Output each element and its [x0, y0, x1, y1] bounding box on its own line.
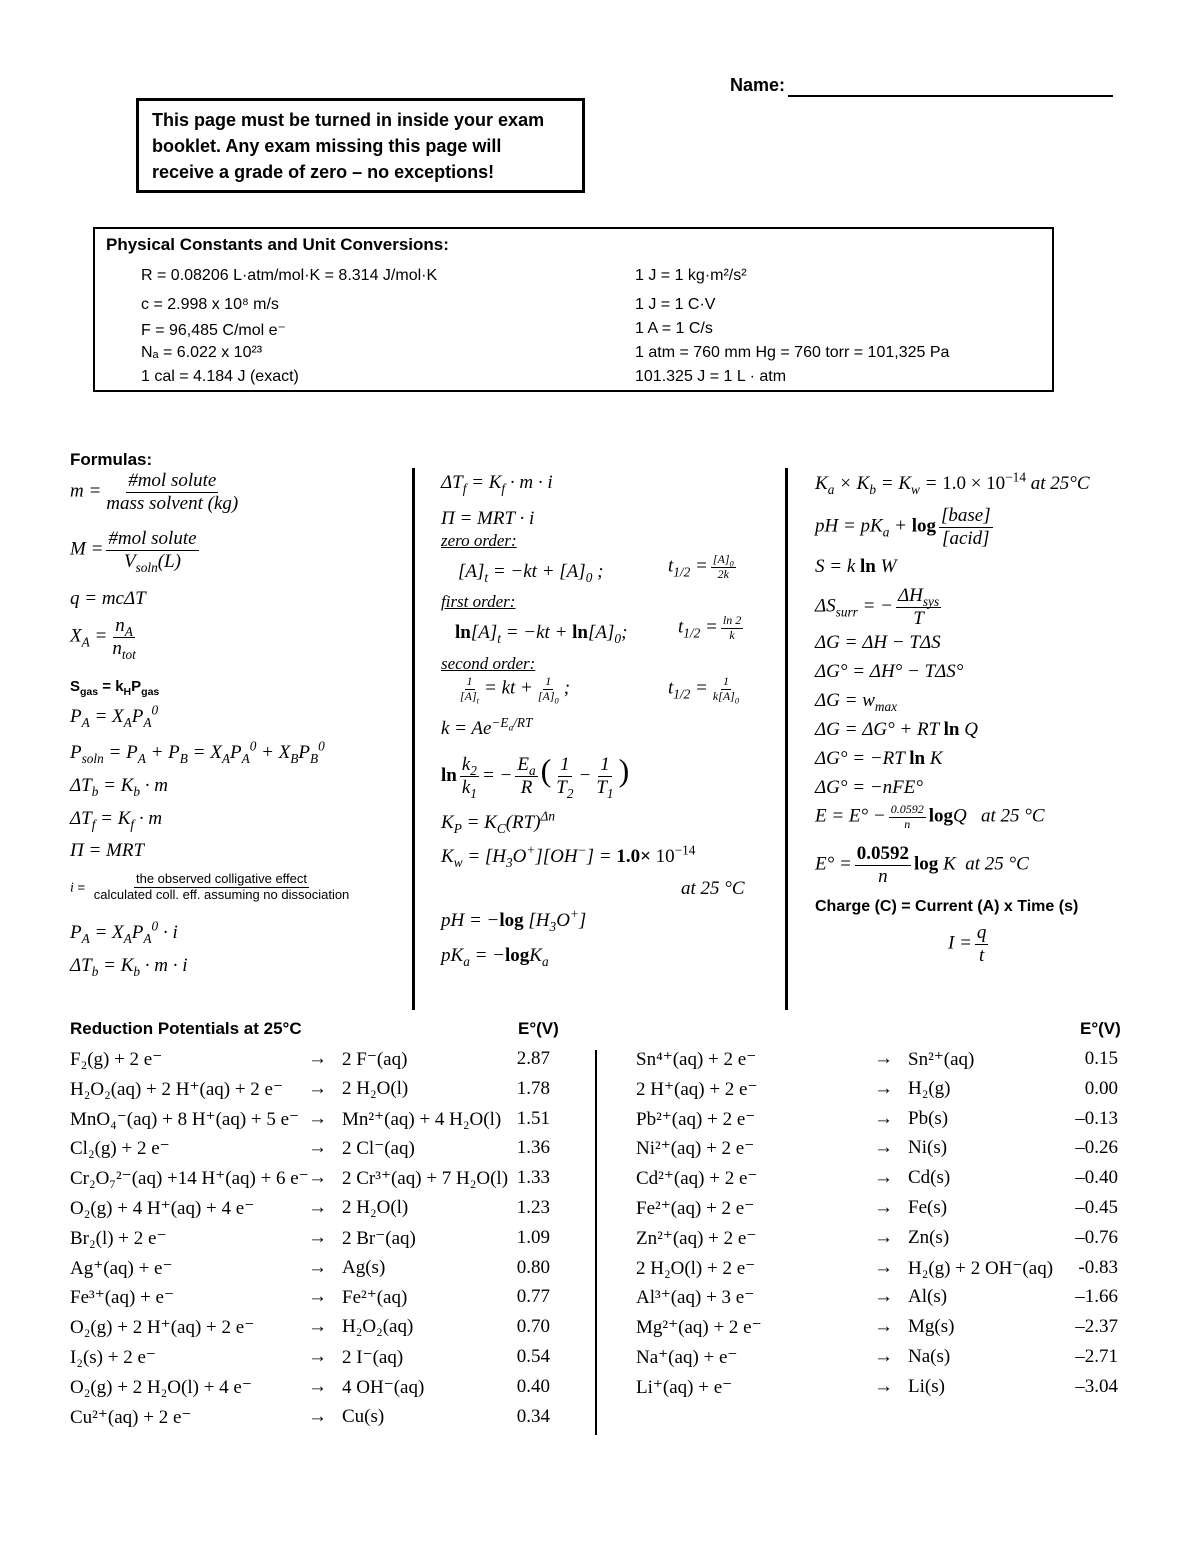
half-reaction-products-left-9: H₂O₂(aq)	[342, 1316, 414, 1338]
reduction-potential-right-11: –3.04	[1075, 1375, 1118, 1397]
formula-kp-kc: $K_P = K_C(RT)^{\Delta n}$	[441, 808, 555, 836]
reduction-potential-left-10: 0.54	[516, 1346, 550, 1367]
first-order-label	[441, 592, 515, 612]
formula-first-order: $\ln[A]_t = -kt + \ln[A]_0$;	[455, 622, 628, 646]
formula-arrhenius-two-point: ln $\frac{k_2}{k_1}$ = − $\frac{E_a}{R}$ ( $\frac{1}{T_2}$ − $\frac{1}{T_1}$ )	[441, 752, 630, 801]
half-reaction-products-right-0: Sn²⁺(aq)	[908, 1049, 975, 1070]
half-reaction-products-left-4: 2 Cr³⁺(aq) + 7 H₂O(l)	[342, 1168, 509, 1190]
half-reaction-arrow-left-0: →	[308, 1048, 327, 1069]
half-reaction-reactants-right-9: Mg²⁺(aq) + 2 e⁻	[636, 1317, 762, 1339]
half-reaction-arrow-left-2: →	[308, 1107, 327, 1129]
half-reaction-arrow-left-3: →	[308, 1137, 327, 1159]
half-reaction-reactants-right-6: Zn²⁺(aq) + 2 e⁻	[636, 1227, 757, 1249]
half-reaction-products-left-10: 2 I⁻(aq)	[342, 1347, 404, 1368]
half-reaction-products-left-11: 4 OH⁻(aq)	[342, 1376, 425, 1398]
formula-second-half-life: $t_{1/2}$ = $\frac{1}{k[A]_0}$	[668, 674, 740, 706]
name-label: Name:	[730, 75, 786, 95]
half-reaction-reactants-left-7: Ag⁺(aq) + e⁻	[70, 1257, 173, 1279]
half-reaction-reactants-right-3: Ni²⁺(aq) + 2 e⁻	[636, 1138, 755, 1160]
constant-c: c = 2.998 x 10⁸ m/s	[141, 296, 279, 313]
half-reaction-reactants-left-5: O₂(g) + 4 H⁺(aq) + 4 e⁻	[70, 1198, 255, 1219]
formula-raoult: $P_A = X_AP_A^0$	[70, 702, 159, 730]
half-reaction-reactants-right-4: Cd²⁺(aq) + 2 e⁻	[636, 1168, 758, 1190]
formula-molality: m = $\frac{\text{\#mol solute}}{\text{mass solvent (kg)}}$	[70, 470, 239, 514]
half-reaction-products-right-3: Ni(s)	[908, 1137, 948, 1159]
reduction-potential-right-8: –1.66	[1075, 1286, 1118, 1308]
reduction-potential-left-1: 1.78	[516, 1077, 550, 1099]
conversion-atm: 1 atm = 760 mm Hg = 760 torr = 101,325 Pa	[635, 344, 950, 361]
formula-vant-hoff: i = $\frac{\text{the observed colligative effect}}{\text{calculated coll. eff. assuming no dissociation}}$	[70, 871, 350, 902]
reduction-potential-left-12: 0.34	[516, 1405, 550, 1427]
reduction-potential-left-6: 1.09	[516, 1226, 550, 1248]
half-reaction-products-left-8: Fe²⁺(aq)	[342, 1287, 408, 1309]
formula-psoln: $P_{soln} = P_A + P_B = X_AP_A^0 + X_BP_B^0$	[70, 738, 325, 766]
half-reaction-arrow-left-7: →	[308, 1256, 327, 1278]
formula-henderson: pH = $pK_a + \log$ $\frac{\text{[base]}}{\text{[acid]}}$	[815, 505, 991, 549]
formula-osmotic: Π = MRT	[70, 840, 145, 861]
half-reaction-arrow-right-2: →	[874, 1107, 893, 1129]
half-reaction-reactants-left-0: F₂(g) + 2 e⁻	[70, 1049, 163, 1070]
formula-gibbs-q: ΔG = ΔG° + RT ln Q	[815, 719, 978, 740]
notice-line-2: booklet. Any exam missing this page will	[152, 136, 502, 156]
reduction-title: Reduction Potentials at 25°C	[70, 1019, 302, 1038]
half-reaction-products-left-7: Ag(s)	[342, 1256, 386, 1278]
half-reaction-arrow-left-12: →	[308, 1405, 327, 1427]
reduction-potential-left-0: 2.87	[516, 1048, 550, 1069]
formula-entropy-surr: $\Delta S_{surr}$ = − $\frac{\Delta H_{sys}}{T}$	[815, 585, 940, 629]
first-order-text: first order:	[441, 592, 516, 611]
half-reaction-arrow-right-0: →	[874, 1048, 893, 1069]
formula-gibbs-nfe: ΔG° = −nFE°	[815, 777, 923, 798]
half-reaction-arrow-left-5: →	[308, 1197, 327, 1218]
colligative-denominator: calculated coll. eff. assuming no dissociation	[93, 886, 350, 902]
formula-gibbs: ΔG = ΔH − TΔS	[815, 632, 941, 653]
half-reaction-arrow-right-8: →	[874, 1286, 893, 1308]
half-reaction-arrow-left-6: →	[308, 1226, 327, 1248]
formula-nernst-k: E° = $\frac{0.0592}{n}$ log K at 25 °C	[815, 843, 1029, 887]
half-reaction-products-left-5: 2 H₂O(l)	[342, 1197, 409, 1218]
conversion-latm: 101.325 J = 1 L · atm	[635, 368, 787, 385]
half-reaction-arrow-left-8: →	[308, 1286, 327, 1308]
half-reaction-products-right-10: Na(s)	[908, 1346, 951, 1367]
half-reaction-arrow-right-11: →	[874, 1375, 893, 1397]
half-reaction-reactants-left-10: I₂(s) + 2 e⁻	[70, 1347, 156, 1368]
formula-boltzmann: S = k ln W	[815, 556, 897, 577]
reduction-potential-left-11: 0.40	[516, 1375, 550, 1397]
half-reaction-reactants-left-11: O₂(g) + 2 H₂O(l) + 4 e⁻	[70, 1376, 252, 1398]
half-reaction-products-left-1: 2 H₂O(l)	[342, 1077, 409, 1099]
reduction-potential-right-2: –0.13	[1075, 1107, 1118, 1129]
half-reaction-arrow-right-3: →	[874, 1137, 893, 1159]
half-reaction-products-left-6: 2 Br⁻(aq)	[342, 1227, 416, 1249]
formula-ph: pH = −log $[H_3O^+]$	[441, 906, 587, 934]
formula-kw: $K_w = [H_3O^+][OH^-] = 1.0\times 10^{-14}$	[441, 842, 696, 870]
formula-zero-half-life: $t_{1/2}$ = $\frac{[A]_0}{2k}$	[668, 552, 734, 581]
half-reaction-reactants-right-11: Li⁺(aq) + e⁻	[636, 1376, 733, 1398]
reduction-potential-right-4: –0.40	[1075, 1167, 1118, 1189]
formula-second-order: $\frac{1}{[A]_t}$ = kt + $\frac{1}{[A]_0}$ ;	[460, 674, 571, 706]
formula-fp-depression: $\Delta T_f = K_f \cdot m$	[70, 808, 163, 832]
half-reaction-arrow-right-5: →	[874, 1197, 893, 1218]
half-reaction-arrow-left-1: →	[308, 1077, 327, 1099]
half-reaction-reactants-left-4: Cr₂O₇²⁻(aq) +14 H⁺(aq) + 6 e⁻	[70, 1168, 309, 1190]
reduction-potential-left-9: 0.70	[516, 1316, 550, 1338]
conversion-joule-kg: 1 J = 1 kg·m²/s²	[635, 267, 747, 284]
formula-nernst: E = E° − $\frac{0.0592}{n}$ logQ at 25 °C	[815, 802, 1045, 831]
half-reaction-products-left-12: Cu(s)	[342, 1405, 385, 1427]
half-reaction-reactants-left-6: Br₂(l) + 2 e⁻	[70, 1227, 167, 1249]
reduction-divider	[595, 1050, 597, 1435]
formula-divider-2	[785, 468, 788, 1010]
half-reaction-products-right-8: Al(s)	[908, 1286, 948, 1308]
formula-ka-kb: $K_a \times K_b = K_w = 1.0 \times 10^{-14}$ at 25°C	[815, 469, 1090, 497]
half-reaction-products-right-11: Li(s)	[908, 1375, 945, 1397]
zero-order-label: zero order:	[441, 531, 517, 550]
reduction-potential-left-4: 1.33	[516, 1167, 550, 1189]
constant-f: F = 96,485 C/mol e⁻	[141, 322, 286, 339]
notice-line-3: receive a grade of zero – no exceptions!	[152, 162, 495, 182]
half-reaction-reactants-right-10: Na⁺(aq) + e⁻	[636, 1347, 738, 1368]
formulas-title: Formulas:	[70, 450, 153, 469]
half-reaction-products-right-1: H₂(g)	[908, 1077, 951, 1099]
reduction-potential-right-0: 0.15	[1084, 1048, 1118, 1069]
formula-osmotic-i: Π = MRT · i	[441, 508, 535, 529]
formula-gibbs-standard: ΔG° = ΔH° − TΔS°	[815, 661, 964, 682]
half-reaction-products-right-6: Zn(s)	[908, 1226, 950, 1248]
formula-bp-elevation: $\Delta T_b = K_b \cdot m$	[70, 775, 169, 799]
reduction-potential-right-7: -0.83	[1078, 1256, 1118, 1278]
formula-current: I = $\frac{q}{t}$	[948, 922, 987, 966]
half-reaction-arrow-right-10: →	[874, 1346, 893, 1367]
conversion-ampere: 1 A = 1 C/s	[635, 320, 713, 337]
formula-fp-i: $\Delta T_f = K_f \cdot m \cdot i$	[441, 472, 553, 496]
formula-charge: Charge (C) = Current (A) x Time (s)	[815, 898, 1079, 915]
ev-header-left: E°(V)	[518, 1019, 559, 1038]
reduction-potential-right-6: –0.76	[1075, 1226, 1118, 1248]
kw-temperature: at 25 °C	[681, 878, 745, 899]
half-reaction-arrow-right-1: →	[874, 1077, 893, 1099]
reduction-potential-left-2: 1.51	[516, 1107, 550, 1129]
second-order-label: second order:	[441, 654, 536, 673]
reduction-potential-left-8: 0.77	[516, 1286, 550, 1308]
conversion-joule-cv: 1 J = 1 C·V	[635, 296, 716, 313]
name-field[interactable]	[788, 95, 1113, 97]
half-reaction-products-left-2: Mn²⁺(aq) + 4 H₂O(l)	[342, 1108, 502, 1130]
half-reaction-products-right-2: Pb(s)	[908, 1107, 949, 1129]
notice-line-1: This page must be turned in inside your exam	[152, 110, 545, 130]
formula-divider-1	[412, 468, 415, 1010]
half-reaction-arrow-right-4: →	[874, 1167, 893, 1189]
constant-na: Nₐ = 6.022 x 10²³	[141, 344, 263, 361]
formula-gibbs-k: ΔG° = −RT ln K	[815, 748, 943, 769]
half-reaction-arrow-left-9: →	[308, 1316, 327, 1338]
half-reaction-products-left-3: 2 Cl⁻(aq)	[342, 1138, 415, 1160]
half-reaction-products-right-4: Cd(s)	[908, 1167, 951, 1189]
reduction-potential-right-3: –0.26	[1075, 1137, 1118, 1159]
formula-henry: $S_{gas} = k_HP_{gas}$	[70, 678, 160, 698]
formula-bp-elevation-i: $\Delta T_b = K_b \cdot m \cdot i$	[70, 955, 188, 979]
half-reaction-reactants-right-1: 2 H⁺(aq) + 2 e⁻	[636, 1078, 758, 1100]
reduction-potential-right-5: –0.45	[1075, 1197, 1118, 1218]
reduction-potential-right-1: 0.00	[1084, 1077, 1118, 1099]
formula-molarity: M = $\frac{\text{\#mol solute}}{V_{soln}(L)}$	[70, 528, 197, 575]
half-reaction-products-right-5: Fe(s)	[908, 1197, 948, 1218]
half-reaction-reactants-right-0: Sn⁴⁺(aq) + 2 e⁻	[636, 1049, 757, 1070]
half-reaction-reactants-left-12: Cu²⁺(aq) + 2 e⁻	[70, 1406, 192, 1428]
formula-raoult-i: $P_A = X_AP_A^0 \cdot i$	[70, 918, 178, 946]
half-reaction-reactants-left-1: H₂O₂(aq) + 2 H⁺(aq) + 2 e⁻	[70, 1078, 284, 1100]
formula-pka: $pK_a = -\log K_a$	[441, 945, 549, 969]
half-reaction-arrow-right-6: →	[874, 1226, 893, 1248]
reduction-potential-right-10: –2.71	[1075, 1346, 1118, 1367]
half-reaction-reactants-left-9: O₂(g) + 2 H⁺(aq) + 2 e⁻	[70, 1317, 255, 1339]
reduction-potential-left-7: 0.80	[516, 1256, 550, 1278]
ev-header-right: E°(V)	[1080, 1019, 1121, 1038]
formula-first-half-life: $t_{1/2}$ = $\frac{\ln 2}{k}$	[678, 613, 742, 642]
formula-zero-order: $[A]_t = -kt + [A]_0$ ;	[458, 561, 604, 585]
half-reaction-products-right-9: Mg(s)	[908, 1316, 955, 1338]
constant-r: R = 0.08206 L·atm/mol·K = 8.314 J/mol·K	[141, 267, 438, 284]
half-reaction-products-left-0: 2 F⁻(aq)	[342, 1049, 408, 1070]
colligative-numerator: the observed colligative effect	[135, 871, 308, 886]
half-reaction-arrow-left-10: →	[308, 1346, 327, 1367]
constants-title: Physical Constants and Unit Conversions:	[106, 235, 449, 254]
half-reaction-reactants-right-5: Fe²⁺(aq) + 2 e⁻	[636, 1198, 755, 1219]
half-reaction-reactants-left-2: MnO₄⁻(aq) + 8 H⁺(aq) + 5 e⁻	[70, 1108, 300, 1130]
formula-arrhenius: $k = Ae^{-E_a/RT}$	[441, 714, 533, 739]
half-reaction-reactants-right-8: Al³⁺(aq) + 3 e⁻	[636, 1287, 755, 1309]
formula-heat: q = mcΔT	[70, 588, 146, 609]
half-reaction-reactants-left-8: Fe³⁺(aq) + e⁻	[70, 1287, 174, 1309]
reduction-potential-left-3: 1.36	[516, 1137, 550, 1159]
half-reaction-reactants-right-7: 2 H₂O(l) + 2 e⁻	[636, 1257, 756, 1279]
half-reaction-arrow-right-9: →	[874, 1316, 893, 1338]
formula-gibbs-wmax: $\Delta G = w_{max}$	[815, 690, 898, 714]
half-reaction-products-right-7: H₂(g) + 2 OH⁻(aq)	[908, 1257, 1054, 1279]
constant-cal: 1 cal = 4.184 J (exact)	[141, 368, 299, 385]
half-reaction-reactants-left-3: Cl₂(g) + 2 e⁻	[70, 1138, 170, 1160]
formula-mole-fraction: $X_A$ = $\frac{n_A}{n_{tot}}$	[70, 615, 136, 662]
reduction-potential-left-5: 1.23	[516, 1197, 550, 1218]
half-reaction-arrow-left-11: →	[308, 1375, 327, 1397]
half-reaction-arrow-left-4: →	[308, 1167, 327, 1189]
half-reaction-reactants-right-2: Pb²⁺(aq) + 2 e⁻	[636, 1108, 756, 1130]
half-reaction-arrow-right-7: →	[874, 1256, 893, 1278]
reduction-potential-right-9: –2.37	[1075, 1316, 1118, 1338]
